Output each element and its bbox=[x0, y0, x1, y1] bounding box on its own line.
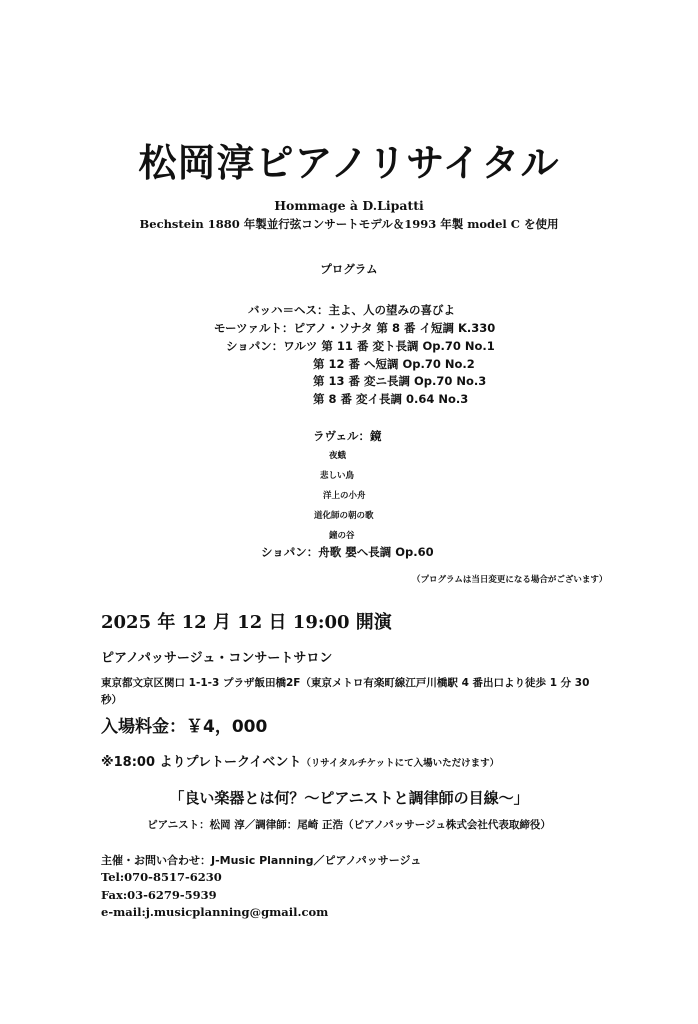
program-mozart: モーツァルト：ピアノ・ソナタ 第 8 番 イ短調 K.330 bbox=[214, 321, 496, 335]
ravel-movement: 洋上の小舟 bbox=[323, 491, 366, 501]
lecture-persons: ピアニスト：松岡 淳／調律師：尾崎 正浩（ピアノパッサージュ株式会社代表取締役） bbox=[147, 819, 551, 831]
ravel-movement: 悲しい鳥 bbox=[320, 471, 355, 481]
program-heading: プログラム bbox=[320, 262, 378, 276]
pretalk-note: （リサイタルチケットにて入場いただけます） bbox=[301, 758, 500, 769]
program-ravel: ラヴェル：鏡 bbox=[313, 429, 382, 443]
program-chopin-waltz: ショパン：ワルツ 第 11 番 変ト長調 Op.70 No.1 bbox=[226, 339, 495, 353]
recital-title: 松岡淳ピアノリサイタル bbox=[138, 141, 560, 185]
contact-fax: Fax:03-6279-5939 bbox=[101, 888, 217, 902]
pretalk-line bbox=[101, 751, 499, 770]
ravel-movement: 鐘の谷 bbox=[329, 531, 355, 541]
ravel-movement: 道化師の朝の歌 bbox=[314, 511, 374, 521]
program-waltz-12: 第 12 番 へ短調 Op.70 No.2 bbox=[313, 357, 475, 371]
contact-email: e-mail:j.musicplanning@gmail.com bbox=[101, 905, 329, 919]
program-chopin-barcarolle: ショパン：舟歌 嬰へ長調 Op.60 bbox=[261, 545, 434, 559]
program-bach: バッハ＝ヘス：主よ、人の望みの喜びよ bbox=[248, 303, 455, 317]
venue-name: ピアノパッサージュ・コンサートサロン bbox=[101, 651, 333, 666]
admission-fee: 入場料金：￥4，000 bbox=[101, 717, 268, 737]
program-waltz-13: 第 13 番 変ニ長調 Op.70 No.3 bbox=[313, 374, 487, 388]
concert-date: 2025 年 12 月 12 日 19:00 開演 bbox=[101, 612, 392, 633]
contact-tel: Tel:070-8517-6230 bbox=[101, 870, 222, 884]
hommage-subtitle: Hommage à D.Lipatti bbox=[274, 198, 424, 213]
lecture-title: 「良い楽器とは何？〜ピアニストと調律師の目線〜」 bbox=[169, 789, 529, 807]
program-waltz-8: 第 8 番 変イ長調 0.64 No.3 bbox=[313, 392, 469, 406]
pretalk-event: ※18:00 よりプレトークイベント bbox=[101, 755, 302, 770]
organizer-contact: 主催・お問い合わせ：J-Music Planning／ピアノパッサージュ bbox=[101, 854, 422, 867]
venue-address: 東京都文京区関口 1-1-3 プラザ飯田橋2F（東京メトロ有楽町線江戸川橋駅 4 番出口より徒歩 1 分 30 秒） bbox=[101, 677, 590, 706]
ravel-movement: 夜蛾 bbox=[329, 451, 347, 461]
instrument-note: Bechstein 1880 年製並行弦コンサートモデル＆1993 年製 model C を使用 bbox=[139, 217, 559, 231]
program-change-note: （プログラムは当日変更になる場合がございます） bbox=[412, 575, 608, 585]
